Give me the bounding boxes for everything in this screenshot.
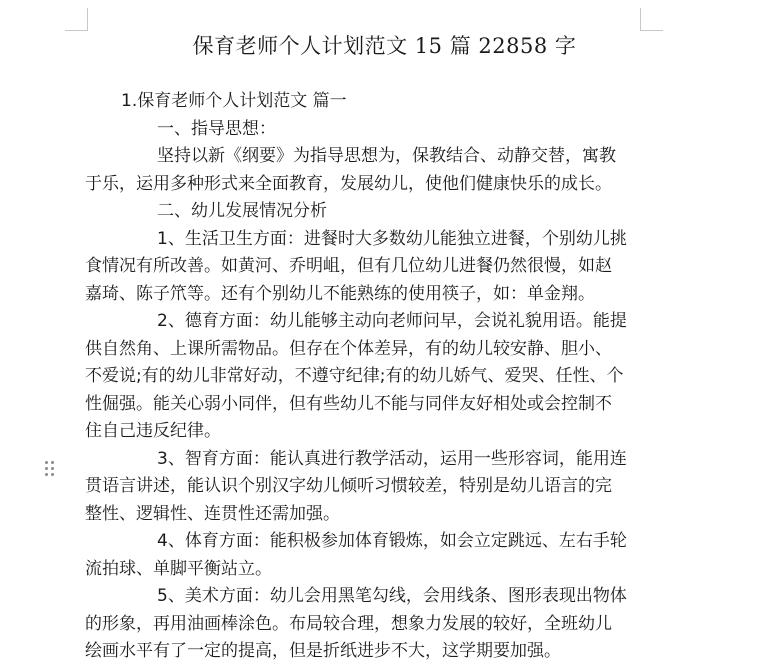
subheading: 一、指导思想： (157, 118, 276, 139)
document-title: 保育老师个人计划范文 15 篇 22858 字 (192, 34, 577, 58)
document-body[interactable] (85, 88, 645, 666)
drag-handle-icon[interactable] (45, 461, 55, 477)
page-corner-mark-top-right (640, 8, 663, 31)
paragraph-line: 于乐，运用多种形式来全面教育，发展幼儿，使他们健康快乐的成长。 (85, 173, 612, 194)
paragraph-line: 供自然角、上课所需物品。但存在个体差异，有的幼儿较安静、胆小、 (85, 338, 612, 359)
paragraph-line: 坚持以新《纲要》为指导思想为，保教结合、动静交替，寓教 (157, 146, 616, 166)
paragraph-line: 的形象，再用油画棒涂色。布局较合理，想象力发展的较好，全班幼儿 (85, 613, 612, 634)
paragraph-line: 整性、逻辑性、连贯性还需加强。 (85, 503, 340, 524)
paragraph-line: 食情况有所改善。如黄河、乔明岨，但有几位幼儿进餐仍然很慢，如赵 (85, 256, 612, 276)
paragraph-line: 贯语言讲述，能认识个别汉字幼儿倾听习惯较差，特别是幼儿语言的完 (85, 476, 612, 496)
paragraph-line: 流拍球、单脚平衡站立。 (85, 558, 272, 579)
paragraph-line: 5、美术方面：幼儿会用黑笔勾线，会用线条、图形表现出物体 (157, 586, 627, 606)
section-heading: 1.保育老师个人计划范文 篇一 (121, 91, 347, 111)
paragraph-line: 绘画水平有了一定的提高，但是折纸进步不大，这学期要加强。 (85, 641, 561, 661)
paragraph-line: 2、德育方面：幼儿能够主动向老师问早，会说礼貌用语。能提 (157, 311, 627, 331)
paragraph-line: 嘉琦、陈子笊等。还有个别幼儿不能熟练的使用筷子，如：单金翔。 (85, 283, 595, 304)
paragraph-line: 不爱说;有的幼儿非常好动，不遵守纪律;有的幼儿娇气、爱哭、任性、个 (85, 366, 624, 386)
paragraph-line: 住自己违反纪律。 (85, 421, 221, 441)
paragraph-line: 4、体育方面：能积极参加体育锻炼，如会立定跳远、左右手轮 (157, 531, 627, 551)
paragraph-line: 性倔强。能关心弱小同伴，但有些幼儿不能与同伴友好相处或会控制不 (85, 393, 612, 414)
subheading: 二、幼儿发展情况分析 (157, 201, 327, 221)
paragraph-line: 3、智育方面：能认真进行教学活动，运用一些形容词，能用连 (157, 448, 627, 469)
paragraph-line: 1、生活卫生方面：进餐时大多数幼儿能独立进餐，个别幼儿挑 (157, 228, 627, 249)
page-corner-mark-top-left (65, 8, 88, 31)
